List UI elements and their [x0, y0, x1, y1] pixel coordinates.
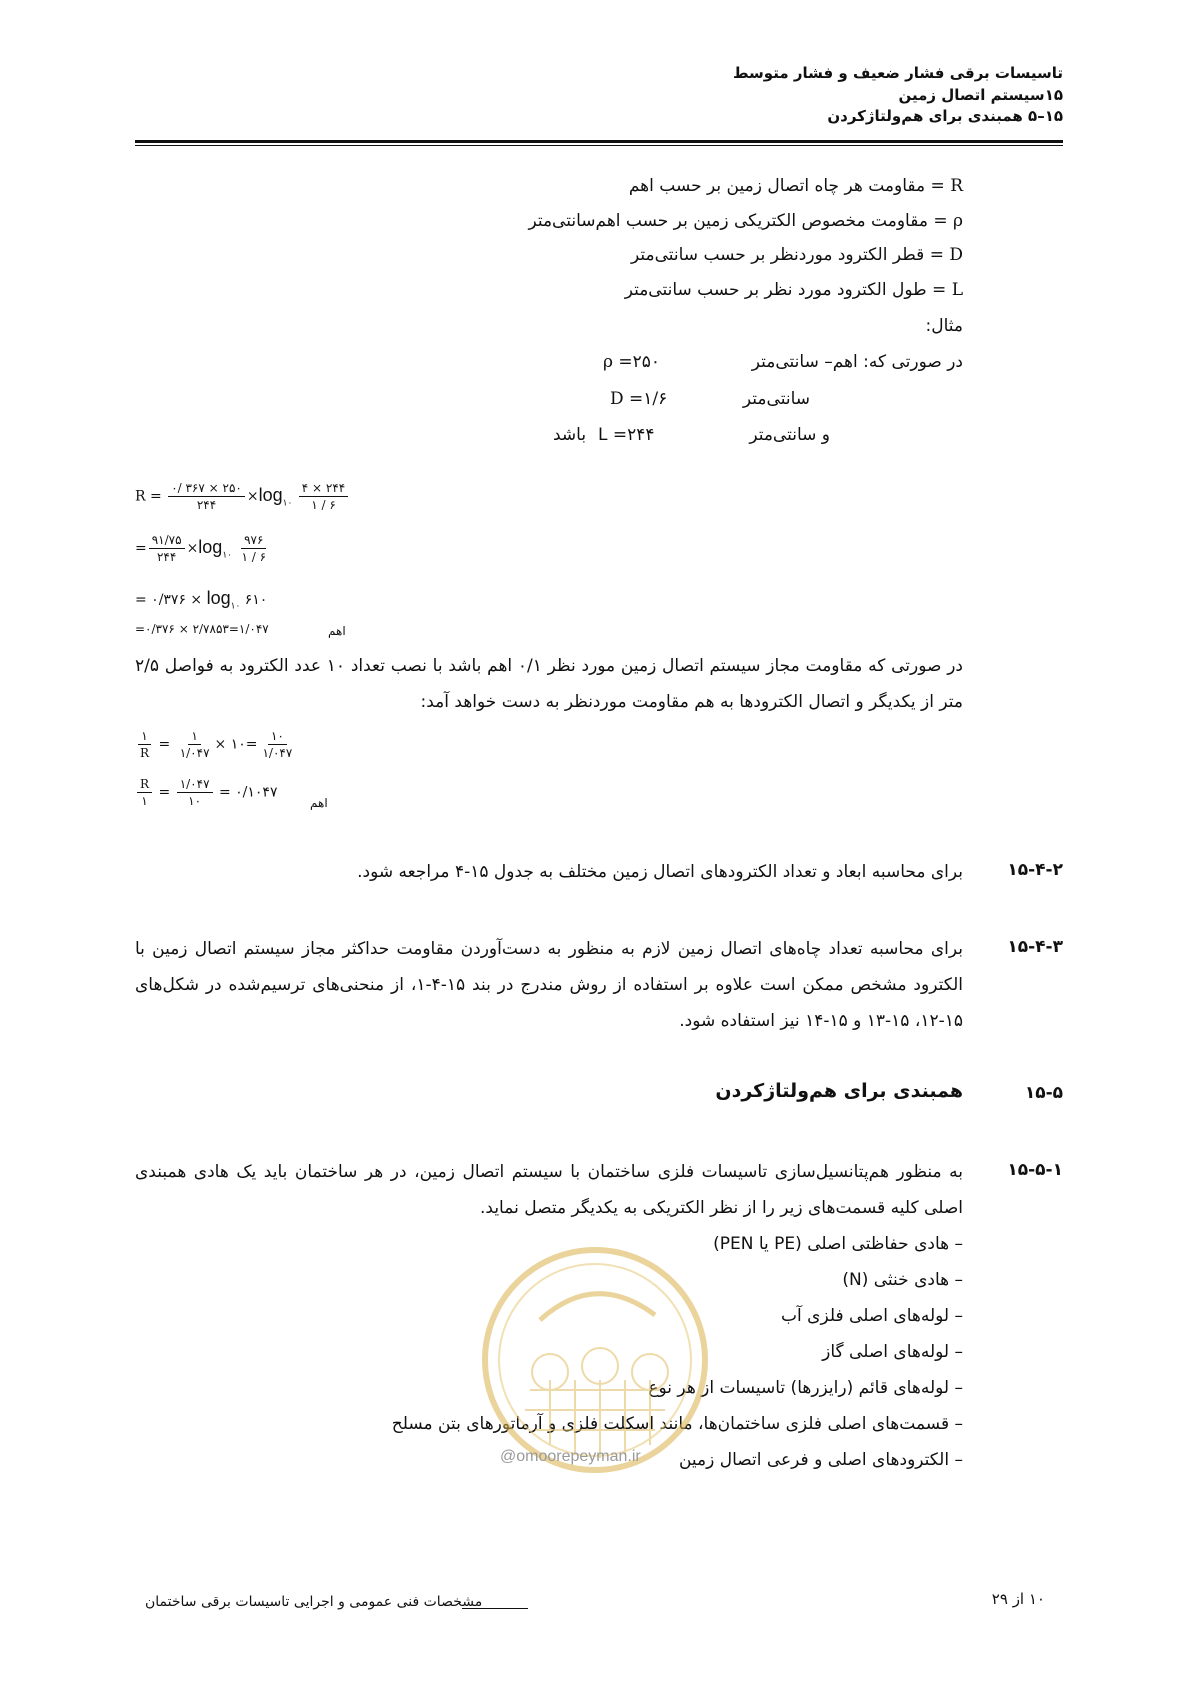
header-rule-thin — [135, 145, 1063, 146]
fraction-numerator: ۹۷۶ — [241, 532, 266, 549]
formula-fraction — [177, 728, 213, 761]
formula-fraction — [238, 532, 269, 565]
formula-r-eq: R = — [135, 488, 162, 505]
list-item: – هادی حفاظتی اصلی (PE یا PEN) — [713, 1234, 963, 1254]
definition-text: مقاومت مخصوص الکتریکی زمین بر حسب اهم‌سانتی‌متر — [528, 211, 928, 231]
list-item: – هادی خنثی (N) — [842, 1270, 963, 1290]
log-base: ۱۰ — [230, 600, 241, 611]
section-title-15-5: همبندی برای هم‌ولتاژکردن — [715, 1080, 963, 1102]
log-base: ۱۰ — [282, 497, 293, 508]
section-number-15-4-3: ۱۵-۴-۳ — [1007, 937, 1063, 957]
fraction-numerator: ۱/۰۴۷ — [177, 776, 213, 793]
fraction-denominator: ۱ / ۶ — [241, 550, 267, 564]
definition-symbol: D = — [929, 245, 963, 265]
formula-fraction — [259, 728, 295, 761]
definition-l — [625, 280, 963, 300]
header-chapter: ۱۵سیستم اتصال زمین — [898, 86, 1063, 104]
example-l-tail: باشد — [553, 425, 587, 445]
fraction-denominator: ۱/۰۴۷ — [262, 746, 293, 760]
formula-fraction — [299, 480, 348, 513]
formula-step-3-prefix: = ۰/۳۷۶ × — [135, 592, 203, 608]
list-item: – لوله‌های اصلی گاز — [822, 1342, 963, 1362]
fraction-denominator: ۱ / ۶ — [311, 498, 336, 512]
fraction-numerator: ۹۱/۷۵ — [149, 532, 185, 549]
list-item: – لوله‌های اصلی فلزی آب — [781, 1306, 963, 1326]
example-given-intro: در صورتی که: اهم– سانتی‌متر — [751, 352, 963, 372]
formula-ohm-unit-2: اهم — [310, 796, 328, 810]
footer-title: مشخصات فنی عمومی و اجرایی تاسیسات برقی ساختمان — [145, 1594, 483, 1610]
formula-fraction — [137, 776, 152, 809]
formula-step-3 — [135, 588, 267, 612]
section-text-15-5-1: به منظور هم‌پتانسیل‌سازی تاسیسات فلزی ساختمان با سیستم اتصال زمین، در هر ساختمان باید یک هادی همبندی اصلی کلیه قسمت‌های زیر را از نظر الکتریکی به یکدیگر متصل نماید. — [135, 1162, 963, 1218]
fraction-denominator: R — [140, 746, 150, 760]
log-term — [258, 484, 293, 508]
header-rule-thick — [135, 140, 1063, 143]
header-title: تاسیسات برقی فشار ضعیف و فشار متوسط — [732, 64, 1063, 82]
fraction-denominator: ۲۴۴ — [196, 498, 217, 512]
fraction-numerator: ۱ — [188, 728, 200, 745]
watermark-site: @omoorepeyman.ir — [500, 1448, 641, 1465]
fraction-denominator: ۱ — [141, 794, 148, 808]
watermark-logo-icon — [470, 1240, 720, 1480]
section-text-15-4-3: برای محاسبه تعداد چاه‌های اتصال زمین لازم به منظور به دست‌آوردن مقاومت حداکثر مجاز سیستم اتصال زمین با الکترود مشخص ممکن است علاوه بر استفاده از روش مندرج در بند ۱۵-۴-۱، از منحنی‌های ترسیم‌شده در شکل‌های ۱۵-۱۲، ۱۵-۱۳ و ۱۵-۱۴ نیز استفاده شود. — [135, 939, 963, 1031]
definition-d — [631, 245, 963, 265]
section-text-15-4-2: برای محاسبه ابعاد و تعداد الکترودهای اتصال زمین مختلف به جدول ۱۵-۴ مراجعه شود. — [357, 862, 963, 882]
formula-parallel: $\frac{۱}{R}$ = $\frac{۱}{۱/۰۴۷}$ × ۱۰= $\frac{۱۰}{۱/۰۴۷}$ — [135, 728, 297, 761]
section-number-15-5-1: ۱۵-۵-۱ — [1007, 1160, 1063, 1180]
formula-step-2: = $\frac{۹۱/۷۵}{۲۴۴}$ $\times\log_{۱۰}$ $\frac{۹۷۶}{۱ / ۶}$ — [135, 532, 271, 565]
fraction-numerator: ۱ — [138, 728, 150, 745]
formula-step-3-arg: ۶۱۰ — [244, 592, 268, 608]
header-section: ۱۵–۵ همبندی برای هم‌ولتاژکردن — [827, 107, 1063, 125]
log-term — [198, 536, 232, 560]
formula-result-value: = ۰/۱۰۴۷ — [218, 784, 278, 801]
log-word: log — [198, 536, 223, 557]
log-word: log — [258, 484, 283, 505]
formula-fraction — [177, 776, 213, 809]
example-label: مثال: — [925, 316, 963, 336]
section-number-15-4-2: ۱۵-۴-۲ — [1007, 860, 1063, 880]
fraction-numerator: ۰/ ۳۶۷ × ۲۵۰ — [168, 480, 245, 497]
formula-r-calc: R = $\frac{۰/ ۳۶۷ \times ۲۵۰}{۲۴۴}$ $\times\log_{۱۰}$ $\frac{۴ \times ۲۴۴}{۱ / ۶}$ — [135, 480, 350, 513]
formula-fraction — [168, 480, 245, 513]
example-d-unit: سانتی‌متر — [742, 389, 810, 409]
fraction-numerator: R — [137, 776, 152, 793]
fraction-numerator: ۱۰ — [268, 728, 287, 745]
log-term — [206, 588, 241, 611]
definition-symbol: L = — [932, 280, 963, 300]
list-item: – قسمت‌های اصلی فلزی ساختمان‌ها، مانند اسکلت فلزی و آرماتورهای بتن مسلح — [391, 1414, 963, 1434]
formula-ohm-unit: اهم — [328, 624, 346, 638]
example-l-unit: و سانتی‌متر — [749, 425, 830, 445]
formula-fraction — [137, 728, 152, 761]
log-base: ۱۰ — [222, 549, 232, 560]
formula-fraction — [149, 532, 185, 565]
paragraph-allowed-resistance: در صورتی که مقاومت مجاز سیستم اتصال زمین مورد نظر ۰/۱ اهم باشد با نصب تعداد ۱۰ عدد الکترود به فواصل ۲/۵ متر از یکدیگر و اتصال الکترودها به هم مقاومت موردنظر به دست خواهد آمد: — [135, 656, 963, 712]
definition-r — [629, 176, 963, 196]
definition-text: قطر الکترود موردنظر بر حسب سانتی‌متر — [630, 245, 925, 265]
example-d-value: D =۱/۶ — [610, 389, 668, 409]
fraction-denominator: ۱/۰۴۷ — [179, 746, 210, 760]
definition-symbol: R = — [930, 176, 963, 196]
fraction-denominator: ۱۰ — [188, 794, 202, 808]
fraction-numerator: ۴ × ۲۴۴ — [299, 480, 348, 497]
formula-result: $\frac{R}{۱}$ = $\frac{۱/۰۴۷}{۱۰}$ = ۰/۱۰۴۷ — [135, 776, 277, 809]
definition-rho — [528, 211, 963, 231]
definition-text: طول الکترود مورد نظر بر حسب سانتی‌متر — [624, 280, 927, 300]
fraction-denominator: ۲۴۴ — [156, 550, 177, 564]
section-number-15-5: ۱۵-۵ — [1024, 1083, 1063, 1103]
list-item: – الکترودهای اصلی و فرعی اتصال زمین — [678, 1450, 963, 1470]
formula-parallel-mid: × ۱۰= — [214, 736, 258, 753]
example-l-value: L =۲۴۴ — [598, 425, 655, 445]
formula-step-4: =۰/۳۷۶ × ۲/۷۸۵۳=۱/۰۴۷ — [135, 622, 269, 636]
definition-text: مقاومت هر چاه اتصال زمین بر حسب اهم — [628, 176, 926, 196]
log-word: log — [206, 588, 231, 608]
definition-symbol: ρ = — [933, 211, 963, 231]
list-item: – لوله‌های قائم (رایزرها) تاسیسات از هر نوع — [648, 1378, 963, 1398]
footer-page-number: ۱۰ از ۲۹ — [991, 1590, 1045, 1608]
example-rho-value: ρ =۲۵۰ — [603, 352, 661, 372]
